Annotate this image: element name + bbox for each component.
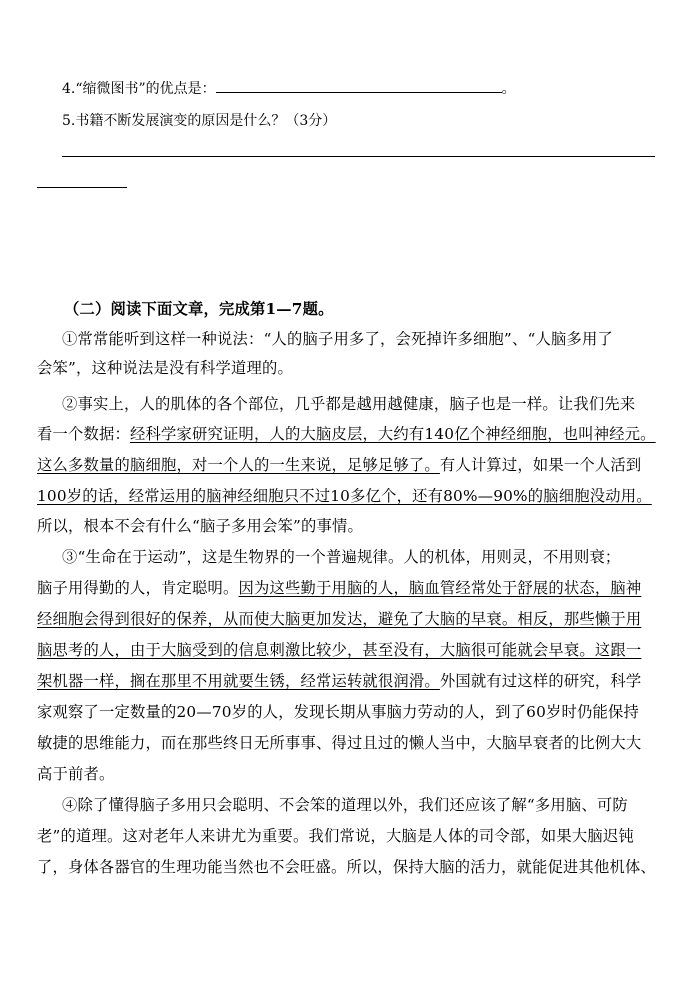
- para2-line2-underlined: 经科学家研究证明，人的大脑皮层，大约有140亿个神经细胞，也叫神经元。: [129, 425, 656, 443]
- para1-line2: 会笨”，这种说法是没有科学道理的。: [37, 359, 293, 377]
- para2-line4-underlined: 100岁的话，经常运用的脑神经细胞只不过10多亿个，还有80%—90%的脑细胞没动用。: [37, 487, 652, 505]
- para2-line3-underlined: 这么多数量的脑细胞，对一个人的一生来说，足够足够了。: [37, 456, 440, 474]
- para2-line5: 所以，根本不会有什么“脑子多用会笨”的事情。: [37, 517, 363, 535]
- para3-line7: 敏捷的思维能力，而在那些终日无所事事、得过且过的懒人当中，大脑早衰者的比例大大: [37, 734, 642, 752]
- question-4-end: 。: [501, 81, 516, 97]
- para3-line5: [37, 669, 641, 691]
- answer-line-5a[interactable]: [62, 156, 655, 157]
- para3-line3: [37, 607, 641, 629]
- para3-line2: [37, 576, 641, 598]
- answer-blank-4[interactable]: [216, 92, 502, 93]
- para3-line6: 家观察了一定数量的20—70岁的人，发现长期从事脑力劳动的人，到了60岁时仍能保持: [37, 703, 639, 721]
- para4-line1: ④除了懂得脑子多用只会聪明、不会笨的道理以外，我们还应该了解“多用脑、可防: [62, 796, 628, 814]
- para2-line1: ②事实上，人的肌体的各个部位，几乎都是越用越健康，脑子也是一样。让我们先来: [62, 395, 636, 413]
- question-4-text: 4.“缩微图书”的优点是：: [62, 81, 216, 97]
- para2-line2: [37, 422, 656, 444]
- para3-line4: [37, 638, 641, 660]
- para2-line3-plain: 有人计算过，如果一个人活到: [439, 456, 642, 474]
- para3-line8: 高于前者。: [37, 765, 115, 783]
- para4-line2: 老”的道理。这对老年人来讲尤为重要。我们常说，大脑是人体的司令部，如果大脑迟钝: [37, 827, 634, 845]
- para3-line1: ③“生命在于运动”，这是生物界的一个普遍规律。人的机体，用则灵，不用则衰；: [62, 548, 621, 566]
- para2-line4: [37, 484, 652, 506]
- para4-line3: 了，身体各器官的生理功能当然也不会旺盛。所以，保持大脑的活力，就能促进其他机体、: [37, 858, 656, 876]
- question-4: [62, 78, 516, 98]
- answer-line-5b[interactable]: [37, 187, 127, 188]
- para1-line1: ①常常能听到这样一种说法：“人的脑子用多了，会死掉许多细胞”、“人脑多用了: [62, 330, 613, 348]
- para3-line5-plain: 外国就有过这样的研究，科学: [439, 672, 642, 690]
- question-5: 5.书籍不断发展演变的原因是什么？（3分）: [62, 113, 337, 129]
- para3-line5-underlined: 架机器一样，搁在那里不用就要生锈，经常运转就很润滑。: [37, 672, 440, 690]
- para3-line4-underlined: 脑思考的人，由于大脑受到的信息刺激比较少，甚至没有，大脑很可能就会早衰。这跟一: [37, 641, 642, 659]
- para2-line3: [37, 453, 641, 475]
- para3-line2-underlined: 因为这些勤于用脑的人，脑血管经常处于舒展的状态，脑神: [238, 579, 642, 597]
- para2-line2-plain: 看一个数据：: [37, 425, 130, 443]
- section-heading: （二）阅读下面文章，完成第1—7题。: [64, 300, 334, 318]
- para3-line3-underlined: 经细胞会得到很好的保养，从而使大脑更加发达，避免了大脑的早衰。相反，那些懒于用: [37, 610, 642, 628]
- para3-line2-plain: 脑子用得勤的人，肯定聪明。: [37, 579, 239, 597]
